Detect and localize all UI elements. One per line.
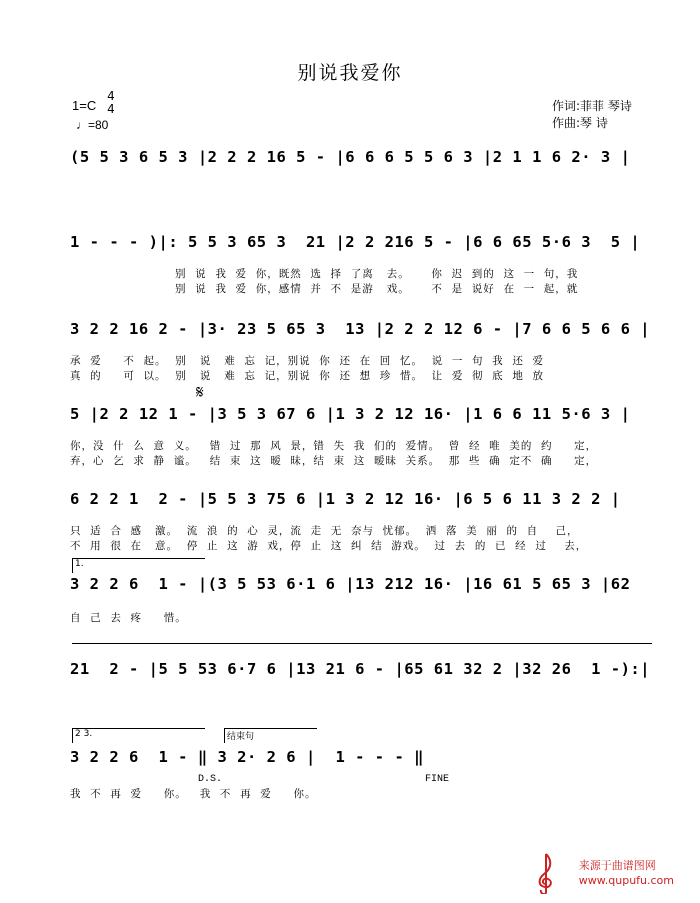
song-title: 别说我爱你 <box>297 62 403 84</box>
tempo-marking: ♩=80 <box>76 118 109 132</box>
time-bottom: 4 <box>107 102 115 116</box>
first-ending-bracket <box>72 558 205 573</box>
lyric-row-2-verse-1: 别 说 我 爱 你，既然 选 择 了离 去。 你 迟 到的 这 一 句，我 <box>175 268 579 280</box>
segno-icon: 𝄋 <box>196 382 204 403</box>
lyricist: 作词:菲菲 琴诗 <box>552 99 632 113</box>
watermark-url: www.qupufu.com <box>578 874 674 887</box>
credits <box>552 98 632 132</box>
lyric-row-3-verse-2: 真 的 可 以。 别 说 难 忘 记，别说 你 还 想 珍 惜。 让 爱 彻 底 地 放 <box>70 370 545 382</box>
quarter-note-icon: ♩ <box>76 118 88 132</box>
second-ending-bracket <box>72 728 205 743</box>
watermark-title: 来源于曲谱图网 <box>578 859 656 872</box>
notation-row-2: 1 - - - )|: 5 5 3 65 3 21 |2 2 216 5 - |6 6 65 5·6 3 5 | <box>70 233 641 251</box>
lyric-row-5-verse-2: 不 用 很 在 意。 停 止 这 游 戏，停 止 这 纠 结 游戏。 过 去 的 已 经 过 去， <box>70 540 588 552</box>
key-signature: 1=C <box>72 98 97 113</box>
notation-row-3: 3 2 2 16 2 - |3· 23 5 65 3 13 |2 2 2 12 6 - |7 6 6 5 6 6 | <box>70 320 651 338</box>
coda-label: 结束句 <box>227 732 255 742</box>
time-signature <box>104 90 118 116</box>
notation-row-7: 21 2 - |5 5 53 6·7 6 |13 21 6 - |65 61 32 2 |32 26 1 -):| <box>70 660 651 678</box>
lyric-row-4-verse-1: 你，没 什 么 意 义。 错 过 那 风 景，错 失 我 们的 爱情。 曾 经 唯 美的 约 定， <box>70 440 598 452</box>
first-ending-label: 1. <box>75 559 84 569</box>
treble-clef-logo-icon <box>532 852 560 894</box>
notation-row-1: (5 5 3 6 5 3 |2 2 2 16 5 - |6 6 6 5 5 6 3 |2 1 1 6 2· 3 | <box>70 148 631 166</box>
notation-row-4: 5 |2 2 12 1 - |3 5 3 67 6 |1 3 2 12 16· |1 6 6 11 5·6 3 | <box>70 405 631 423</box>
lyric-row-8-verse-1: 我 不 再 爱 你。 我 不 再 爱 你。 <box>70 788 317 800</box>
lyric-row-4-verse-2: 弃，心 乞 求 静 谧。 结 束 这 暧 昧，结 束 这 暧昧 关系。 那 些 确 定不 确 定， <box>70 455 598 467</box>
lyric-row-2-verse-2: 别 说 我 爱 你，感情 并 不 是游 戏。 不 是 说好 在 一 起，就 <box>175 283 579 295</box>
ds-marking: D.S. <box>198 774 223 785</box>
time-top: 4 <box>107 89 115 103</box>
ending-line <box>72 643 652 644</box>
fine-marking: FINE <box>425 774 450 785</box>
second-ending-label: 2 3. <box>75 729 93 739</box>
notation-row-8: 3 2 2 6 1 - ‖ 3 2· 2 6 | 1 - - - ‖ <box>70 748 424 766</box>
composer: 作曲:琴 诗 <box>552 116 608 130</box>
coda-bracket <box>224 728 317 743</box>
notation-row-6: 3 2 2 6 1 - |(3 5 53 6·1 6 |13 212 16· |16 61 5 65 3 |62 <box>70 575 631 593</box>
notation-row-5: 6 2 2 1 2 - |5 5 3 75 6 |1 3 2 12 16· |6 5 6 11 3 2 2 | <box>70 490 621 508</box>
lyric-row-3-verse-1: 承 爱 不 起。 别 说 难 忘 记，别说 你 还 在 回 忆。 说 一 句 我 还 爱 <box>70 355 545 367</box>
lyric-row-5-verse-1: 只 适 合 感 激。 流 浪 的 心 灵，流 走 无 奈与 忧郁。 洒 落 美 丽 的 自 己， <box>70 525 579 537</box>
watermark <box>579 858 674 888</box>
lyric-row-6-verse-1: 自 己 去 疼 惜。 <box>70 612 187 624</box>
